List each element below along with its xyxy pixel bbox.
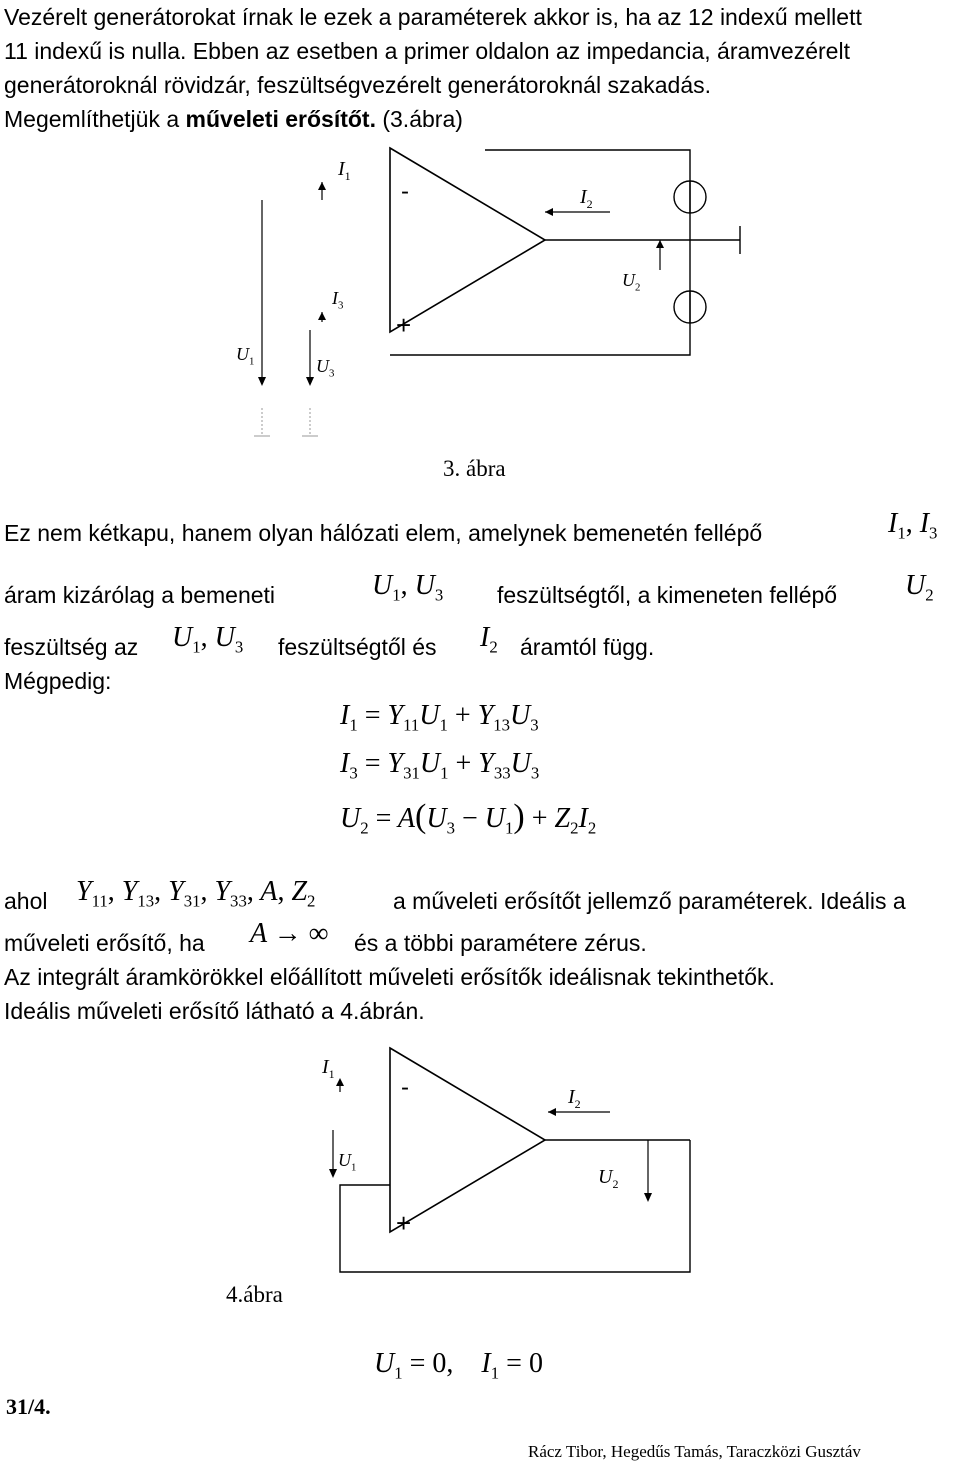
intro-line-1: Vezérelt generátorokat írnak le ezek a paraméterek akkor is, ha az 12 indexű mellett (4, 4, 862, 30)
page-number: 31/4. (6, 1394, 51, 1419)
fig3-label-i3: $I_3$ (332, 288, 344, 312)
figure-3-caption: 3. ábra (443, 456, 506, 481)
para2-line-1: Ez nem kétkapu, hanem olyan hálózati elem, amelynek bemenetén fellépő (4, 520, 763, 546)
para2-line-4: Mégpedig: (4, 668, 112, 694)
fig4-label-i2: $I_2$ (568, 1086, 581, 1111)
math-param-list: $Y_{11}$, $Y_{13}$, $Y_{31}$, $Y_{33}$, A, $Z_2$ (76, 876, 316, 911)
math-a-to-inf: A → ∞ (250, 918, 329, 949)
figure-3-circuit (0, 140, 960, 490)
fig4-plus-sign: + (396, 1208, 412, 1238)
math-u1-u3-a: $U_1$, $U_3$ (372, 570, 444, 605)
para2-line-3c: áramtól függ. (520, 634, 655, 660)
fig3-plus-sign: + (396, 310, 412, 340)
fig3-label-u2: $U_2$ (622, 270, 641, 294)
fig3-label-u1: $U_1$ (236, 344, 255, 368)
fig4-minus-sign: - (401, 1074, 409, 1101)
para2-line-2b: feszültségtől, a kimeneten fellépő (497, 582, 838, 608)
fig3-label-i1: $I_1$ (338, 158, 351, 183)
para3-line-1b: a műveleti erősítőt jellemző paraméterek. Ideális a (393, 888, 906, 914)
math-i2-a: $I_2$ (480, 622, 498, 657)
intro-line-3: generátoroknál rövidzár, feszültségvezérelt generátoroknál szakadás. (4, 72, 712, 98)
para3-line-1a: ahol (4, 888, 48, 914)
para3-line-2a: műveleti erősítő, ha (4, 930, 205, 956)
figure-4-circuit (0, 1040, 960, 1300)
fig4-label-u2: $U_2$ (598, 1166, 619, 1191)
para3-line-2b: és a többi paramétere zérus. (354, 930, 647, 956)
para3-line-4: Ideális műveleti erősítő látható a 4.ábrán. (4, 998, 425, 1024)
feedback-loop (340, 1140, 690, 1272)
equation-ideal: $U_1 = 0$, $I_1 = 0$ (374, 1348, 543, 1383)
math-u1-u3-b: $U_1$, $U_3$ (172, 622, 244, 657)
op-amp-term: műveleti erősítőt. (185, 106, 376, 132)
op-amp-triangle (390, 148, 545, 332)
equation-u2: $U_2 = A(U_3 - U_1) + Z_2I_2$ (340, 798, 597, 838)
authors-footer: Rácz Tibor, Hegedűs Tamás, Taraczközi Gusztáv (528, 1442, 861, 1461)
math-i1-i3: $I_1$, $I_3$ (888, 508, 938, 543)
fig3-minus-sign: - (401, 178, 409, 205)
math-u2-a: $U_2$ (905, 570, 934, 605)
para2-line-3b: feszültségtől és (278, 634, 437, 660)
fig4-label-i1: $I_1$ (322, 1056, 335, 1081)
para3-line-3: Az integrált áramkörökkel előállított műveleti erősítők ideálisnak tekinthetők. (4, 964, 775, 990)
para2-line-3a: feszültség az (4, 634, 139, 660)
op-amp-triangle (390, 1048, 545, 1232)
equation-i1: $I_1 = Y_{11}U_1 + Y_{13}U_3$ (340, 700, 539, 735)
intro-line-4: Megemlíthetjük a műveleti erősítőt. (3.ábra) (4, 106, 463, 132)
equation-i3: $I_3 = Y_{31}U_1 + Y_{33}U_3$ (340, 748, 540, 783)
fig4-label-u1: $U_1$ (338, 1150, 357, 1174)
figure-4-caption: 4.ábra (226, 1282, 283, 1307)
fig3-label-u3: $U_3$ (316, 356, 335, 380)
fig3-label-i2: $I_2$ (580, 186, 593, 211)
intro-line-2: 11 indexű is nulla. Ebben az esetben a primer oldalon az impedancia, áramvezérelt (4, 38, 850, 64)
para2-line-2a: áram kizárólag a bemeneti (4, 582, 276, 608)
